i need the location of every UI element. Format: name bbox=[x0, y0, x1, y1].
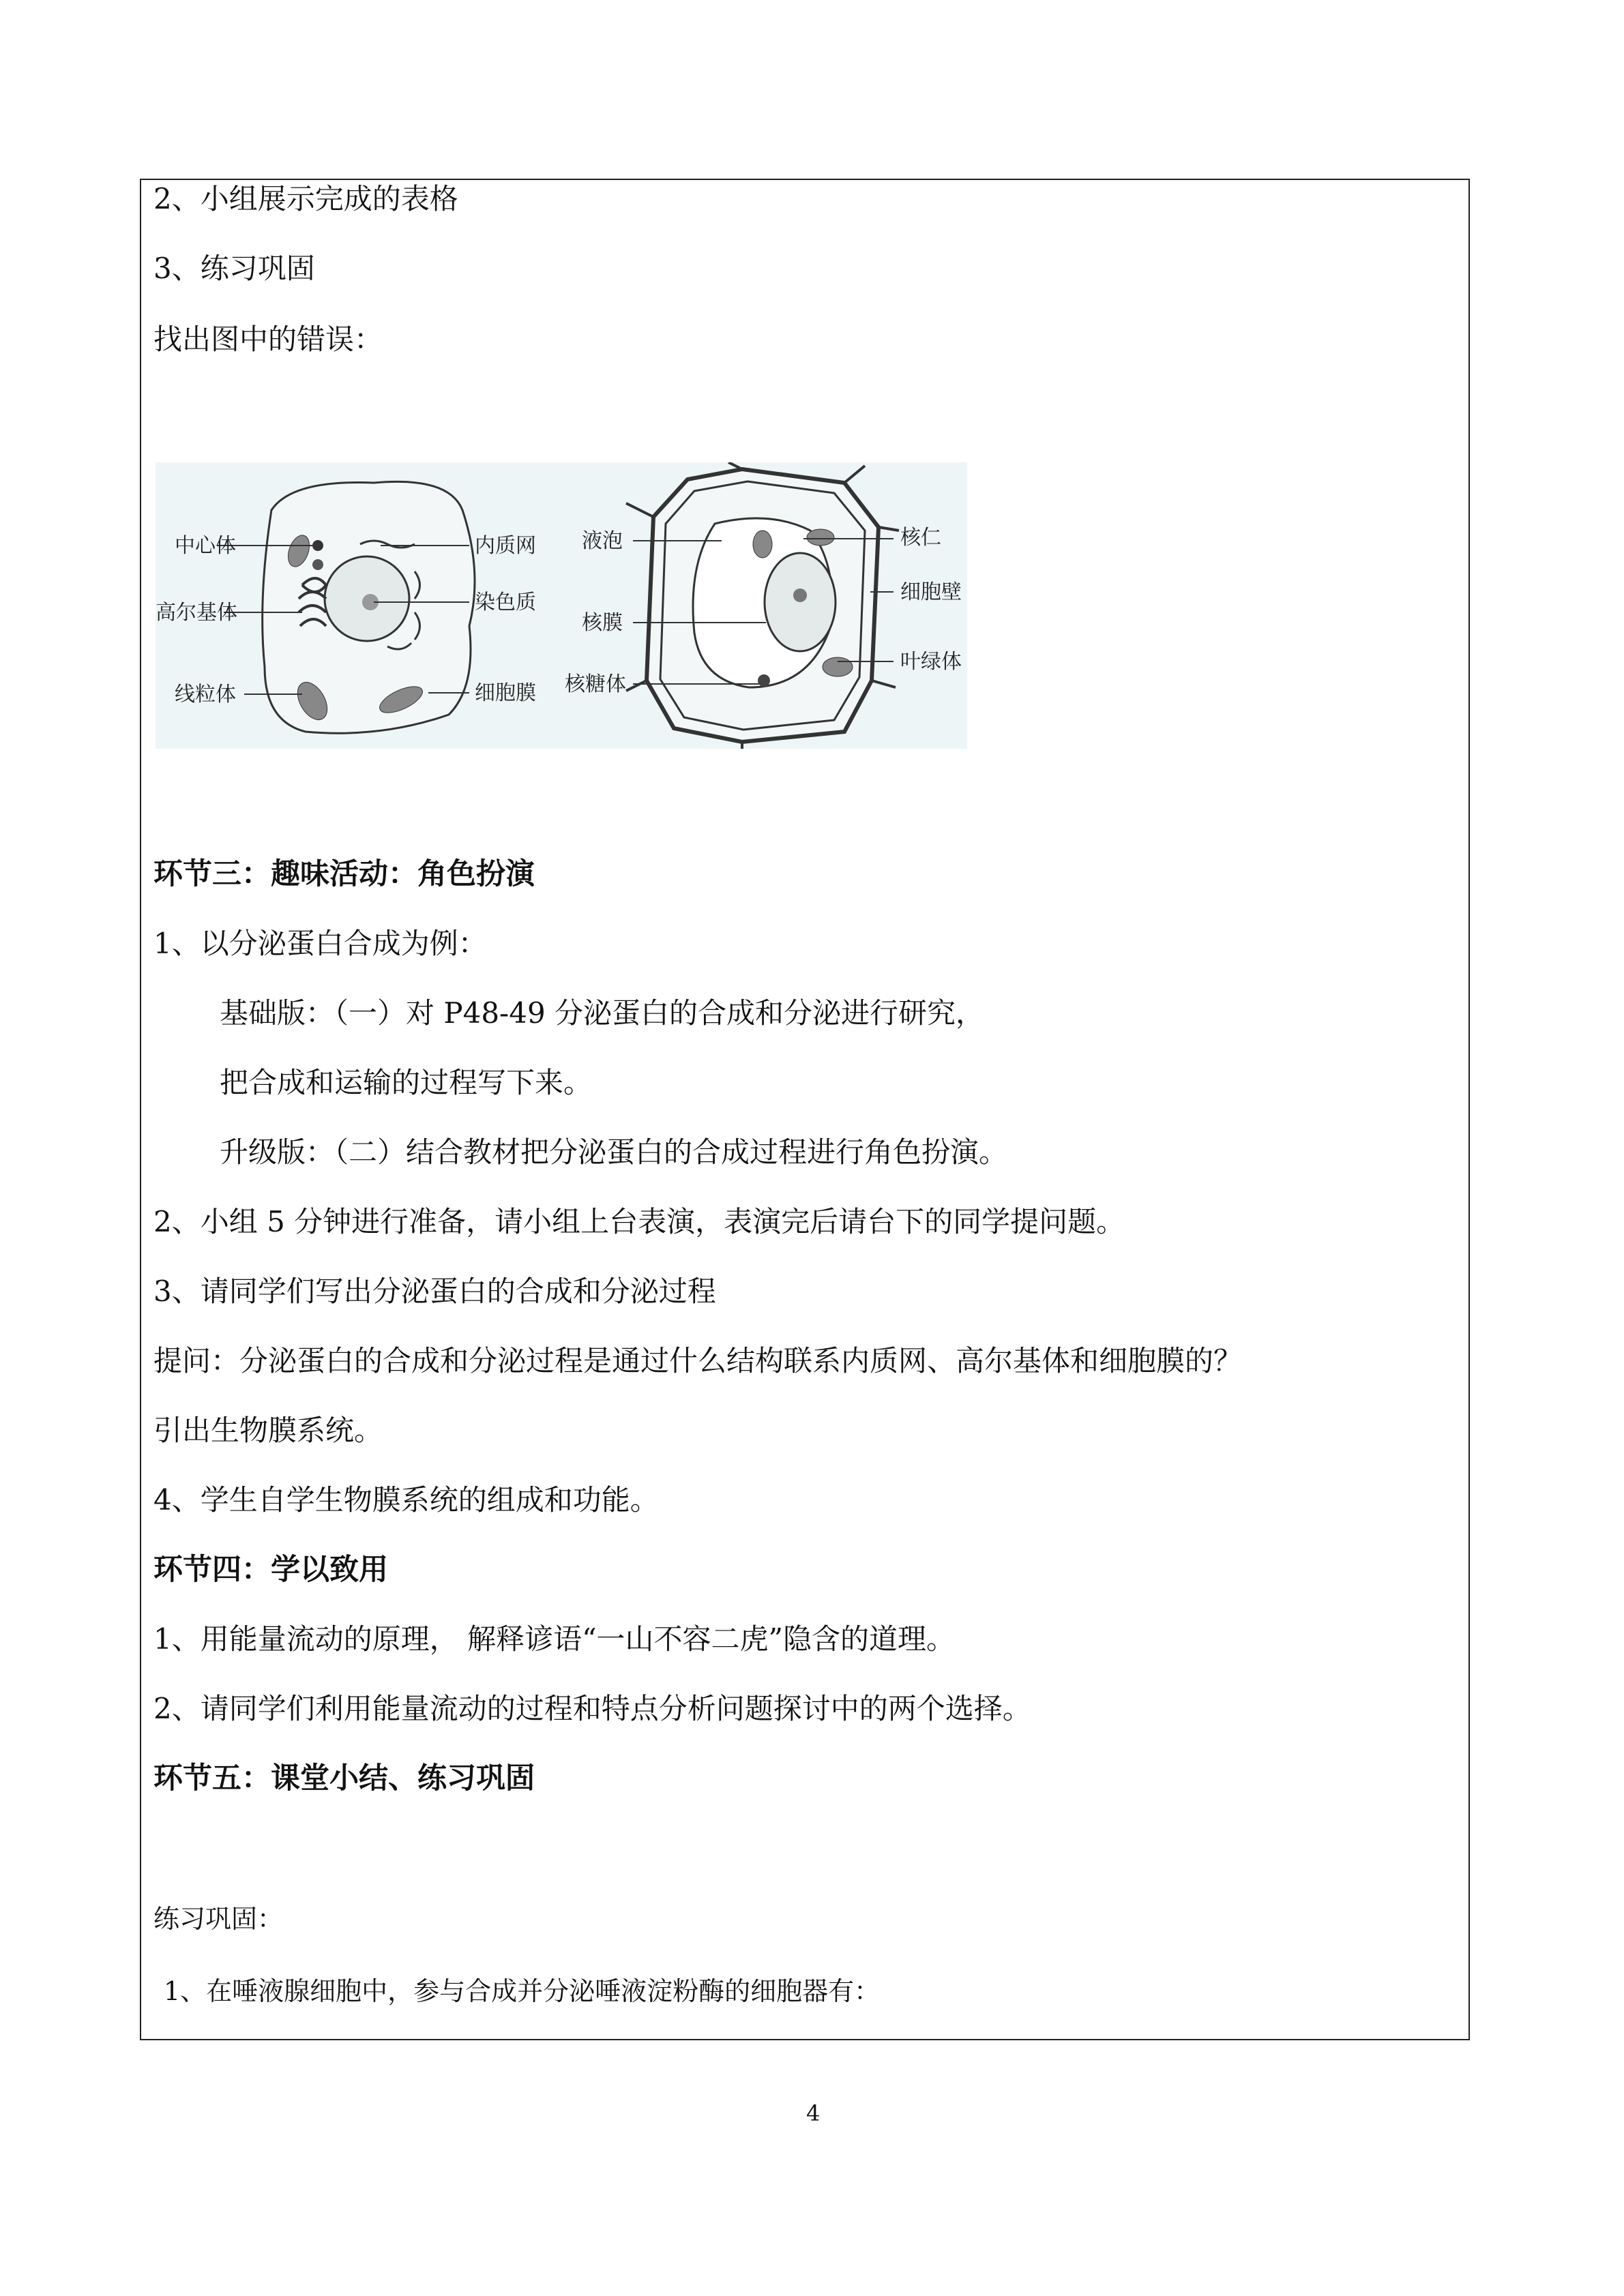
text-line: 2、请同学们利用能量流动的过程和特点分析问题探讨中的两个选择。 bbox=[153, 1692, 1031, 1725]
text-line: 引出生物膜系统。 bbox=[153, 1414, 383, 1447]
text-line: 找出图中的错误： bbox=[153, 323, 383, 356]
text-line: 升级版：（二）结合教材把分泌蛋白的合成过程进行角色扮演。 bbox=[220, 1135, 1008, 1169]
practice-title: 练习巩固： bbox=[153, 1904, 284, 1934]
text-line: 3、请同学们写出分泌蛋白的合成和分泌过程 bbox=[153, 1274, 716, 1308]
text-line: 3、练习巩固 bbox=[153, 252, 315, 285]
label-nucleolus: 核仁 bbox=[900, 526, 941, 550]
text-line: 4、学生自学生物膜系统的组成和功能。 bbox=[153, 1483, 659, 1517]
label-nuclear-membrane: 核膜 bbox=[582, 611, 623, 635]
label-golgi: 高尔基体 bbox=[156, 601, 237, 625]
label-mitochondria: 线粒体 bbox=[175, 683, 236, 706]
text-line: 把合成和运输的过程写下来。 bbox=[220, 1066, 593, 1099]
text-line: 2、小组 5 分钟进行准备，请小组上台表演，表演完后请台下的同学提问题。 bbox=[153, 1205, 1125, 1238]
cell-diagram bbox=[156, 462, 967, 749]
label-chromatin: 染色质 bbox=[475, 591, 536, 614]
label-cell-wall: 细胞壁 bbox=[900, 580, 962, 604]
text-line: 基础版：（一）对 P48-49 分泌蛋白的合成和分泌进行研究， bbox=[220, 996, 985, 1030]
label-ribosome: 核糖体 bbox=[565, 672, 626, 696]
section3-heading: 环节三：趣味活动：角色扮演 bbox=[153, 857, 535, 891]
text-line: 2、小组展示完成的表格 bbox=[153, 182, 458, 215]
page-number: 4 bbox=[806, 2100, 821, 2126]
plant-cell bbox=[626, 462, 899, 749]
practice-question: 1、在唾液腺细胞中，参与合成并分泌唾液淀粉酶的细胞器有： bbox=[164, 1976, 881, 2006]
label-chloroplast: 叶绿体 bbox=[900, 650, 962, 674]
animal-cell bbox=[263, 481, 475, 733]
section5-heading: 环节五：课堂小结、练习巩固 bbox=[153, 1761, 535, 1795]
text-line: 1、以分泌蛋白合成为例： bbox=[153, 927, 487, 960]
label-centrosome: 中心体 bbox=[175, 534, 236, 558]
label-er: 内质网 bbox=[475, 534, 536, 558]
label-membrane: 细胞膜 bbox=[475, 681, 536, 705]
text-line: 提问：分泌蛋白的合成和分泌过程是通过什么结构联系内质网、高尔基体和细胞膜的？ bbox=[153, 1344, 1243, 1377]
text-line: 1、用能量流动的原理， 解释谚语“一山不容二虎”隐含的道理。 bbox=[153, 1622, 956, 1656]
section4-heading: 环节四：学以致用 bbox=[153, 1553, 388, 1587]
label-vacuole: 液泡 bbox=[582, 529, 623, 553]
